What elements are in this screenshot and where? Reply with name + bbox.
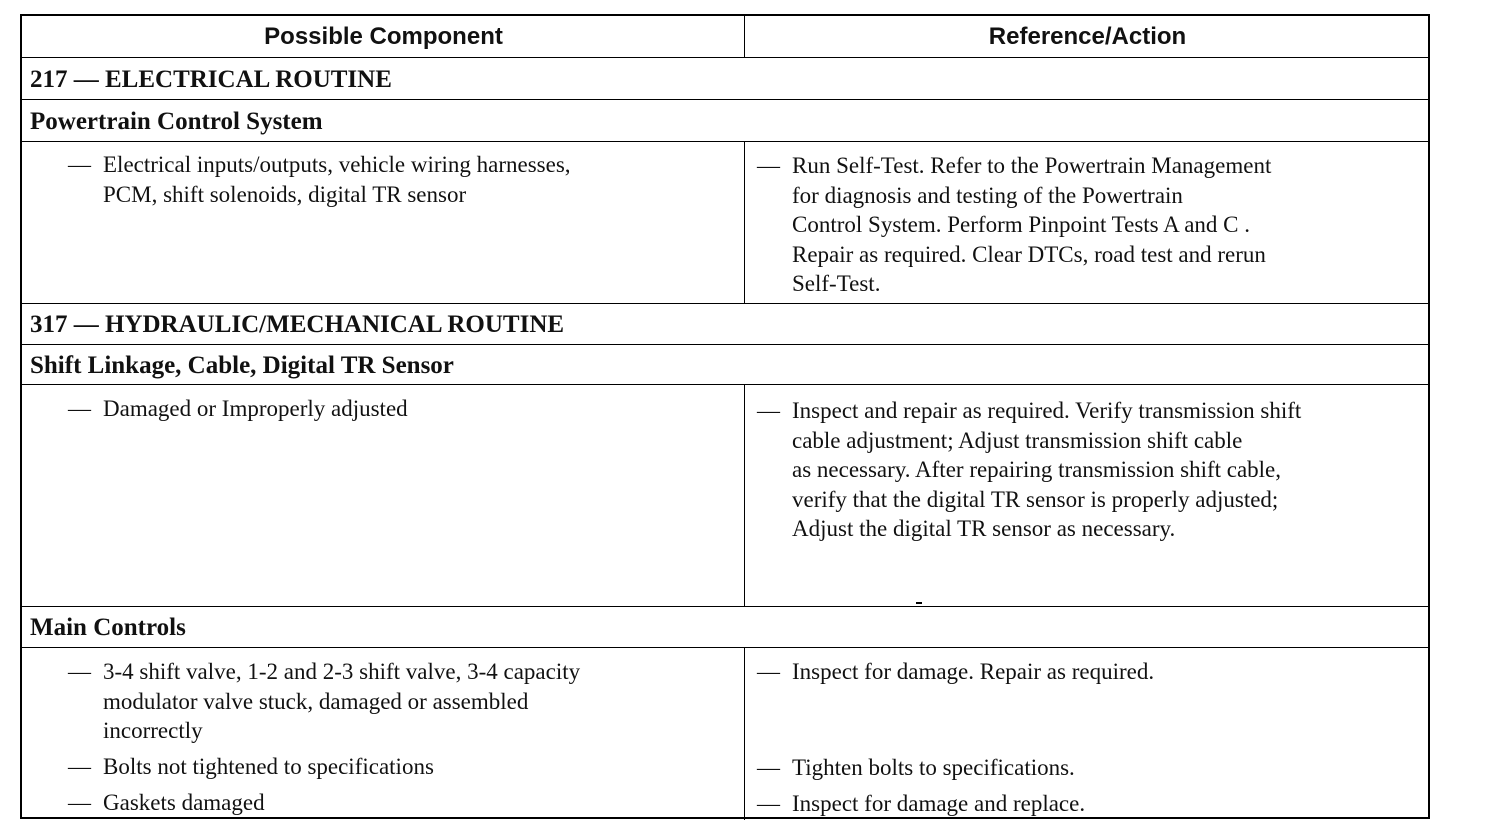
dash-bullet: — — [68, 790, 91, 815]
list-item-component — [68, 394, 408, 424]
dash-bullet: — — [757, 153, 780, 178]
text-line: Self-Test. — [792, 271, 881, 296]
text-line: for diagnosis and testing of the Powertrain — [792, 182, 1183, 208]
text-line: cable adjustment; Adjust transmission shift cable — [792, 427, 1243, 453]
text-line: Inspect for damage. Repair as required. — [792, 659, 1155, 684]
rule — [22, 57, 1428, 58]
rule — [22, 344, 1428, 345]
list-item-component — [68, 657, 580, 746]
header-divider — [744, 16, 745, 58]
stray-mark — [916, 602, 922, 604]
list-item-action — [757, 396, 1301, 544]
text-line: PCM, shift solenoids, digital TR sensor — [103, 181, 467, 207]
dash-bullet: — — [757, 791, 780, 816]
dash-bullet: — — [757, 398, 780, 423]
list-item-action — [757, 657, 1154, 687]
header-reference-action: Reference/Action — [988, 23, 1187, 50]
section-317-hydraulic-mechanical-routine: 317 — HYDRAULIC/MECHANICAL ROUTINE — [30, 311, 565, 338]
dash-bullet: — — [757, 659, 780, 684]
text-line: Repair as required. Clear DTCs, road test and rerun — [792, 241, 1266, 267]
rule — [22, 141, 1428, 142]
list-item-action — [757, 753, 1075, 783]
dash-bullet: — — [68, 152, 91, 177]
column-divider — [744, 142, 745, 304]
section-217-electrical-routine: 217 — ELECTRICAL ROUTINE — [30, 66, 392, 93]
list-item-action — [757, 789, 1085, 819]
column-divider — [744, 648, 745, 820]
column-divider — [744, 385, 745, 607]
dash-bullet: — — [68, 659, 91, 684]
rule — [22, 606, 1428, 607]
text-line: verify that the digital TR sensor is properly adjusted; — [792, 486, 1279, 512]
text-line: 3-4 shift valve, 1-2 and 2-3 shift valve, 3-4 capacity — [103, 659, 581, 684]
text-line: Gaskets damaged — [103, 790, 265, 815]
text-line: Damaged or Improperly adjusted — [103, 396, 408, 421]
text-line: Run Self-Test. Refer to the Powertrain Management — [792, 153, 1272, 178]
diagnosis-table — [20, 14, 1430, 819]
list-item-component — [68, 788, 265, 818]
text-line: incorrectly — [103, 718, 203, 743]
text-line: Control System. Perform Pinpoint Tests A and C . — [792, 212, 1250, 237]
text-line: Bolts not tightened to specifications — [103, 754, 434, 779]
text-line: Electrical inputs/outputs, vehicle wiring harnesses, — [103, 152, 571, 177]
rule — [22, 99, 1428, 100]
section-shift-linkage: Shift Linkage, Cable, Digital TR Sensor — [30, 352, 454, 379]
rule — [22, 647, 1428, 648]
section-powertrain-control-system: Powertrain Control System — [30, 108, 323, 135]
text-line: Adjust the digital TR sensor as necessary. — [792, 516, 1176, 541]
rule — [22, 303, 1428, 304]
dash-bullet: — — [757, 755, 780, 780]
header-possible-component: Possible Component — [264, 23, 503, 50]
rule — [22, 384, 1428, 385]
text-line: Inspect for damage and replace. — [792, 791, 1086, 816]
text-line: Tighten bolts to specifications. — [792, 755, 1075, 780]
text-line: modulator valve stuck, damaged or assembled — [103, 688, 529, 714]
text-line: Inspect and repair as required. Verify transmission shift — [792, 398, 1302, 423]
dash-bullet: — — [68, 396, 91, 421]
list-item-component — [68, 752, 434, 782]
text-line: as necessary. After repairing transmission shift cable, — [792, 457, 1282, 482]
list-item-action — [757, 151, 1271, 299]
section-main-controls: Main Controls — [30, 614, 186, 641]
dash-bullet: — — [68, 754, 91, 779]
list-item-component — [68, 150, 571, 209]
